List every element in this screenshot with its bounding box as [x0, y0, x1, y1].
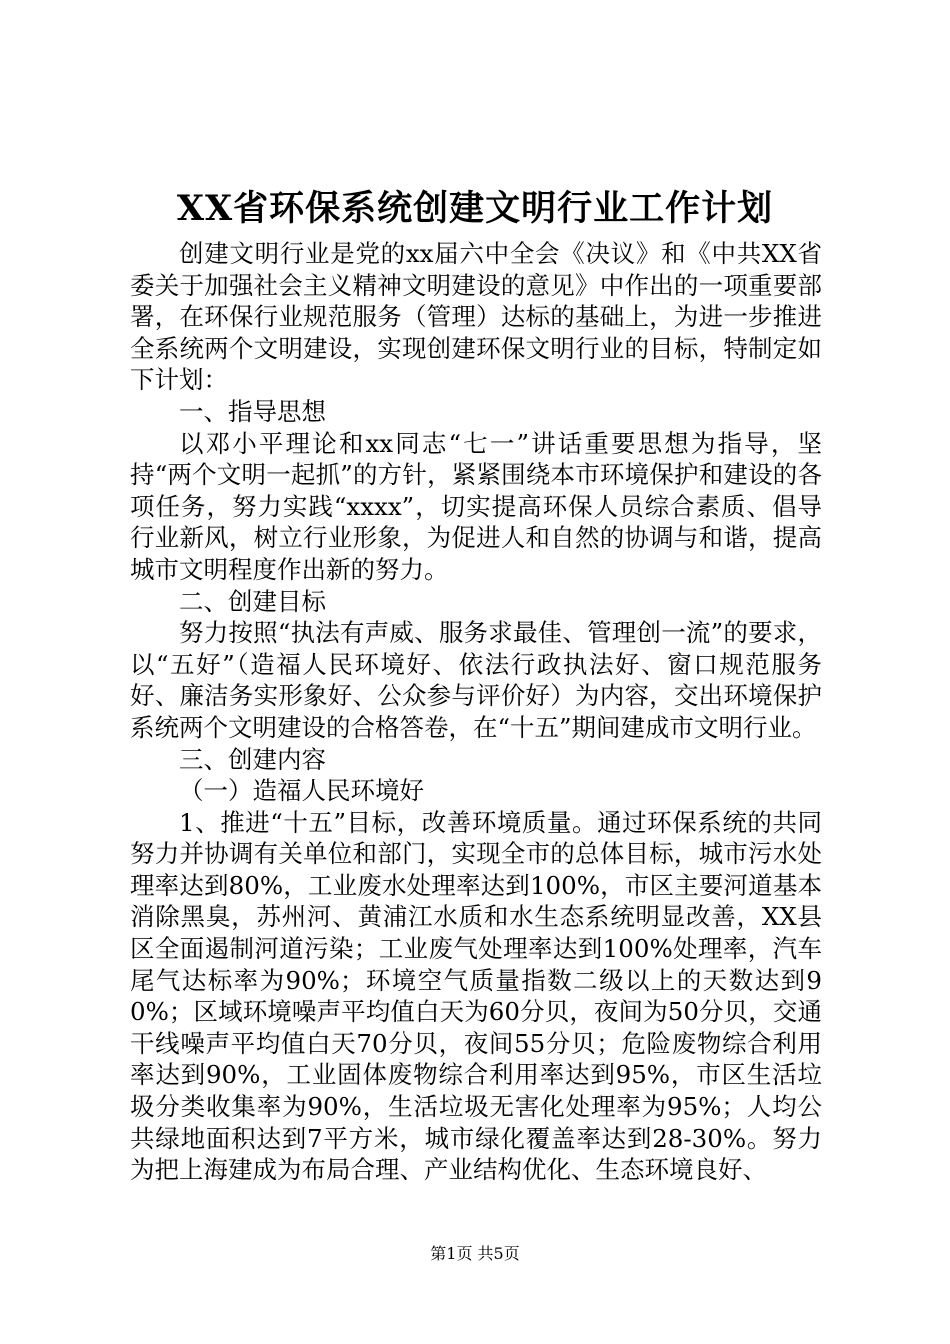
subsection-heading-environment: （一）造福人民环境好 — [179, 776, 424, 806]
document-title: XX省环保系统创建文明行业工作计划 — [176, 188, 774, 229]
page-footer: 第1页 共5页 — [430, 1244, 520, 1263]
guiding-thought-paragraph: 以邓小平理论和xx同志“七一”讲话重要思想为指导，坚持“两个文明一起抓”的方针，紧紧围绕本市环境保护和建设的各项任务，努力实践“xxxx”，切实提高环保人员综合素质、倡导行业新风，树立行业形象，为促进人和自然的协调与和谐，提高城市文明程度作出新的努力。 — [130, 428, 822, 584]
intro-paragraph: 创建文明行业是党的xx届六中全会《决议》和《中共XX省委关于加强社会主义精神文明建设的意见》中作出的一项重要部署，在环保行业规范服务（管理）达标的基础上，为进一步推进全系统两个文明建设，实现创建环保文明行业的目标，特制定如下计划： — [130, 239, 822, 395]
section-heading-content: 三、创建内容 — [179, 744, 326, 774]
section-heading-goals: 二、创建目标 — [179, 586, 326, 616]
section-heading-guiding-thought: 一、指导思想 — [179, 396, 326, 426]
goals-paragraph: 努力按照“执法有声威、服务求最佳、管理创一流”的要求，以“五好”（造福人民环境好、依法行政执法好、窗口规范服务好、廉洁务实形象好、公众参与评价好）为内容，交出环境保护系统两个文明建设的合格答卷，在“十五”期间建成市文明行业。 — [130, 618, 822, 742]
environment-paragraph: 1、推进“十五”目标，改善环境质量。通过环保系统的共同努力并协调有关单位和部门，实现全市的总体目标，城市污水处理率达到80%，工业废水处理率达到100%，市区主要河道基本消除黑臭，苏州河、黄浦江水质和水生态系统明显改善，XX县区全面遏制河道污染；工业废气处理率达到100%处理率，汽车尾气达标率为90%；环境空气质量指数二级以上的天数达到90%；区域环境噪声平均值白天为60分贝，夜间为50分贝，交通干线噪声平均值白天70分贝，夜间55分贝；危险废物综合利用率达到90%，工业固体废物综合利用率达到95%，市区生活垃圾分类收集率为90%，生活垃圾无害化处理率为95%；人均公共绿地面积达到7平方米，城市绿化覆盖率达到28-30%。努力为把上海建成为布局合理、产业结构优化、生态环境良好、 — [130, 807, 822, 1185]
document-body — [130, 238, 822, 1186]
